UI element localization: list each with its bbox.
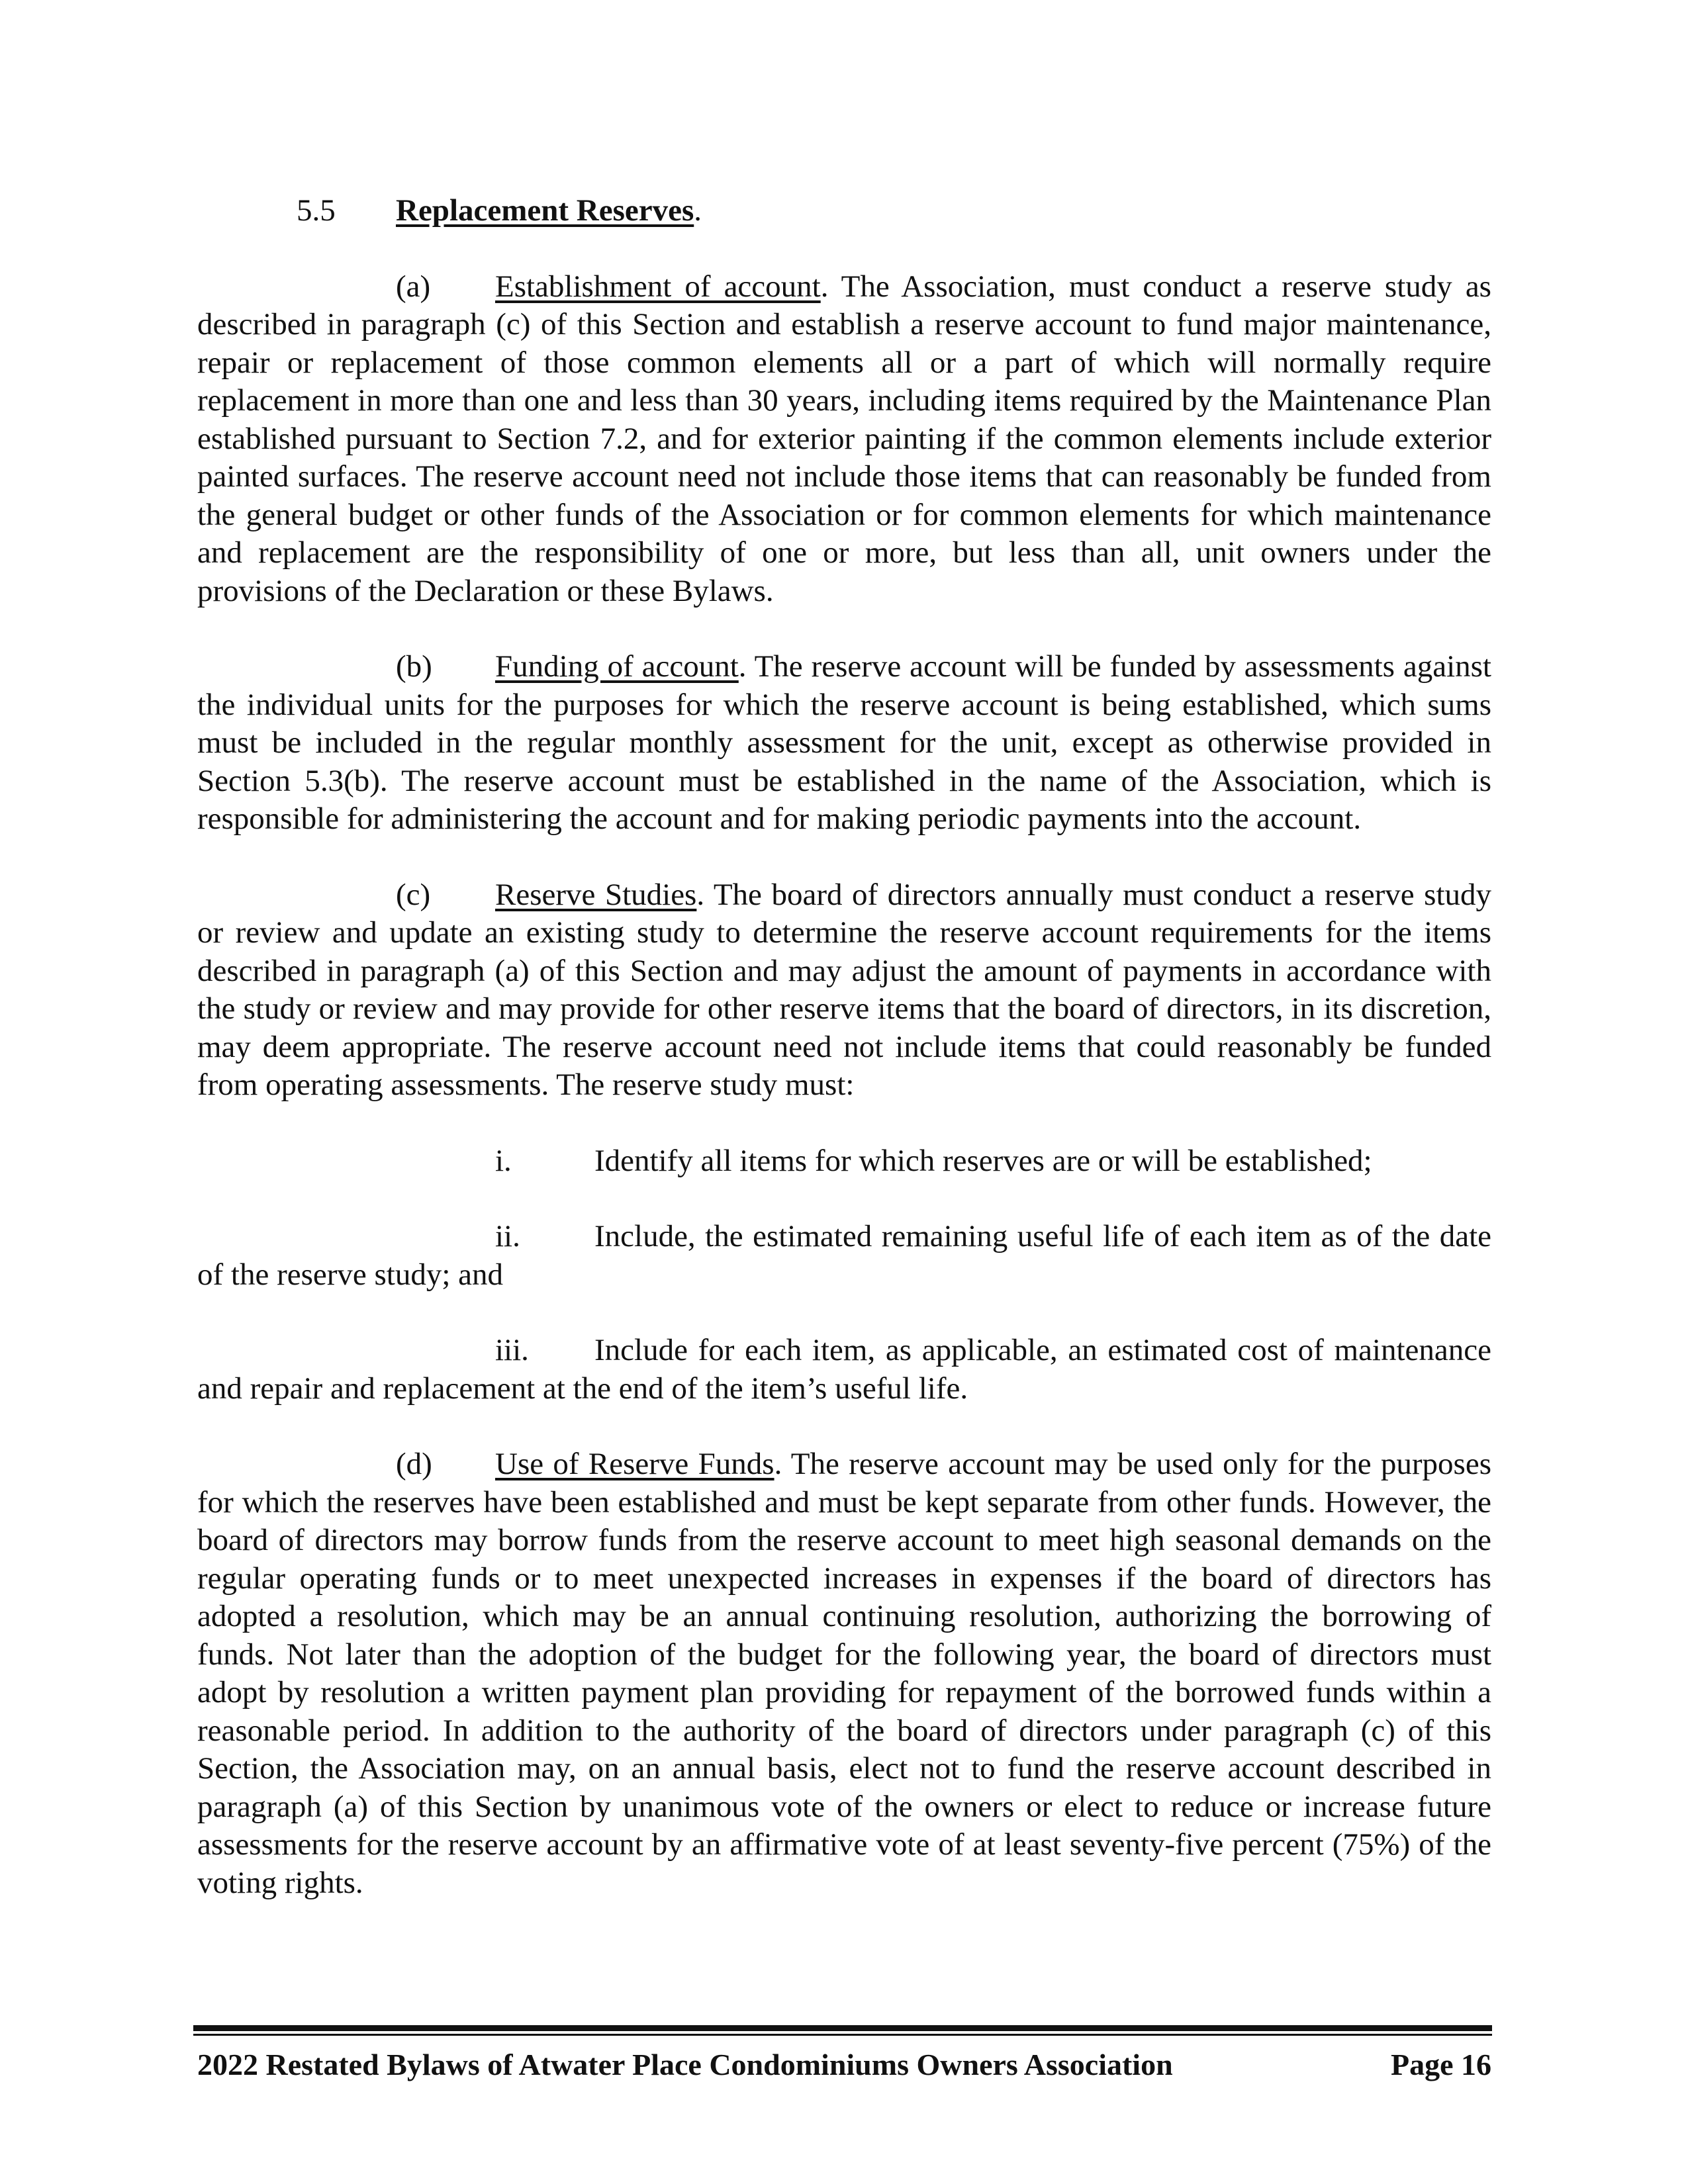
page-body [197,192,1491,1940]
footer-document-title: 2022 Restated Bylaws of Atwater Place Condominiums Owners Association [197,2048,1173,2081]
item-label: i. [495,1143,512,1178]
section-heading [197,192,1491,230]
footer-divider-thin [193,2034,1492,2036]
item-label: ii. [495,1219,520,1253]
study-item-iii [197,1332,1491,1408]
paragraph-heading: Establishment of account [495,269,821,304]
paragraph-c [197,876,1491,1105]
paragraph-text: . The board of directors annually must conduct a reserve study or review and update an existing study to determine the reserve account requirements for the items described in paragraph (a) of this Section and may adjust the amount of payments in accordance with the study or review and may provide for other reserve items that the board of directors, in its discretion, may deem appropriate. The reserve account need not include items that could reasonably be funded from operating assessments. The reserve study must: [197,877,1492,1102]
study-item-ii [197,1218,1491,1294]
item-text: Include, the estimated remaining useful life of each item as of the date of the reserve study; and [197,1219,1491,1292]
item-text: Identify all items for which reserves are or will be established; [594,1143,1372,1178]
section-title: Replacement Reserves [396,193,694,228]
paragraph-a [197,268,1491,611]
section-number: 5.5 [297,193,336,228]
study-item-i [197,1142,1491,1181]
paragraph-heading: Use of Reserve Funds [495,1447,774,1481]
paragraph-text: . The reserve account will be funded by assessments against the individual units for the purposes for which the reserve account is being established, which sums must be included in the regular monthly assessment for the unit, except as otherwise provided in Section 5.3(b). The reserve account must be established in the name of the Association, which is responsible for administering the account and for making periodic payments into the account. [197,649,1491,836]
paragraph-b [197,648,1491,839]
paragraph-heading: Funding of account [495,649,739,684]
paragraph-label: (b) [396,649,432,684]
paragraph-text: . The Association, must conduct a reserve study as described in paragraph (c) of this Section and establish a reserve account to fund major maintenance, repair or replacement of those common elements all or a part of which will normally require replacement in more than one and less than 30 years, including items required by the Maintenance Plan established pursuant to Section 7.2, and for exterior painting if the common elements include exterior painted surfaces. The reserve account need not include those items that can reasonably be funded from the general budget or other funds of the Association or for common elements for which maintenance and replacement are the responsibility of one or more, but less than all, unit owners under the provisions of the Declaration or these Bylaws. [197,269,1491,608]
footer-divider-thick [193,2025,1492,2031]
paragraph-label: (d) [396,1447,432,1481]
footer-page-number: Page 16 [1390,2048,1491,2081]
paragraph-d [197,1445,1491,1902]
paragraph-label: (c) [396,877,431,912]
section-title-period: . [694,193,702,228]
paragraph-label: (a) [396,269,431,304]
item-label: iii. [495,1333,529,1367]
paragraph-text: . The reserve account may be used only for the purposes for which the reserves have been established and must be kept separate from other funds. However, the board of directors may borrow funds from the reserve account to meet high seasonal demands on the regular operating funds or to meet unexpected increases in expenses if the board of directors has adopted a resolution, which may be an annual continuing resolution, authorizing the borrowing of funds. Not later than the adoption of the budget for the following year, the board of directors must adopt by resolution a written payment plan providing for repayment of the borrowed funds within a reasonable period. In addition to the authority of the board of directors under paragraph (c) of this Section, the Association may, on an annual basis, elect not to fund the reserve account described in paragraph (a) of this Section by unanimous vote of the owners or elect to reduce or increase future assessments for the reserve account by an affirmative vote of at least seventy-five percent (75%) of the voting rights. [197,1447,1491,1900]
paragraph-heading: Reserve Studies [495,877,697,912]
item-text: Include for each item, as applicable, an estimated cost of maintenance and repair and replacement at the end of the item’s useful life. [197,1333,1491,1406]
